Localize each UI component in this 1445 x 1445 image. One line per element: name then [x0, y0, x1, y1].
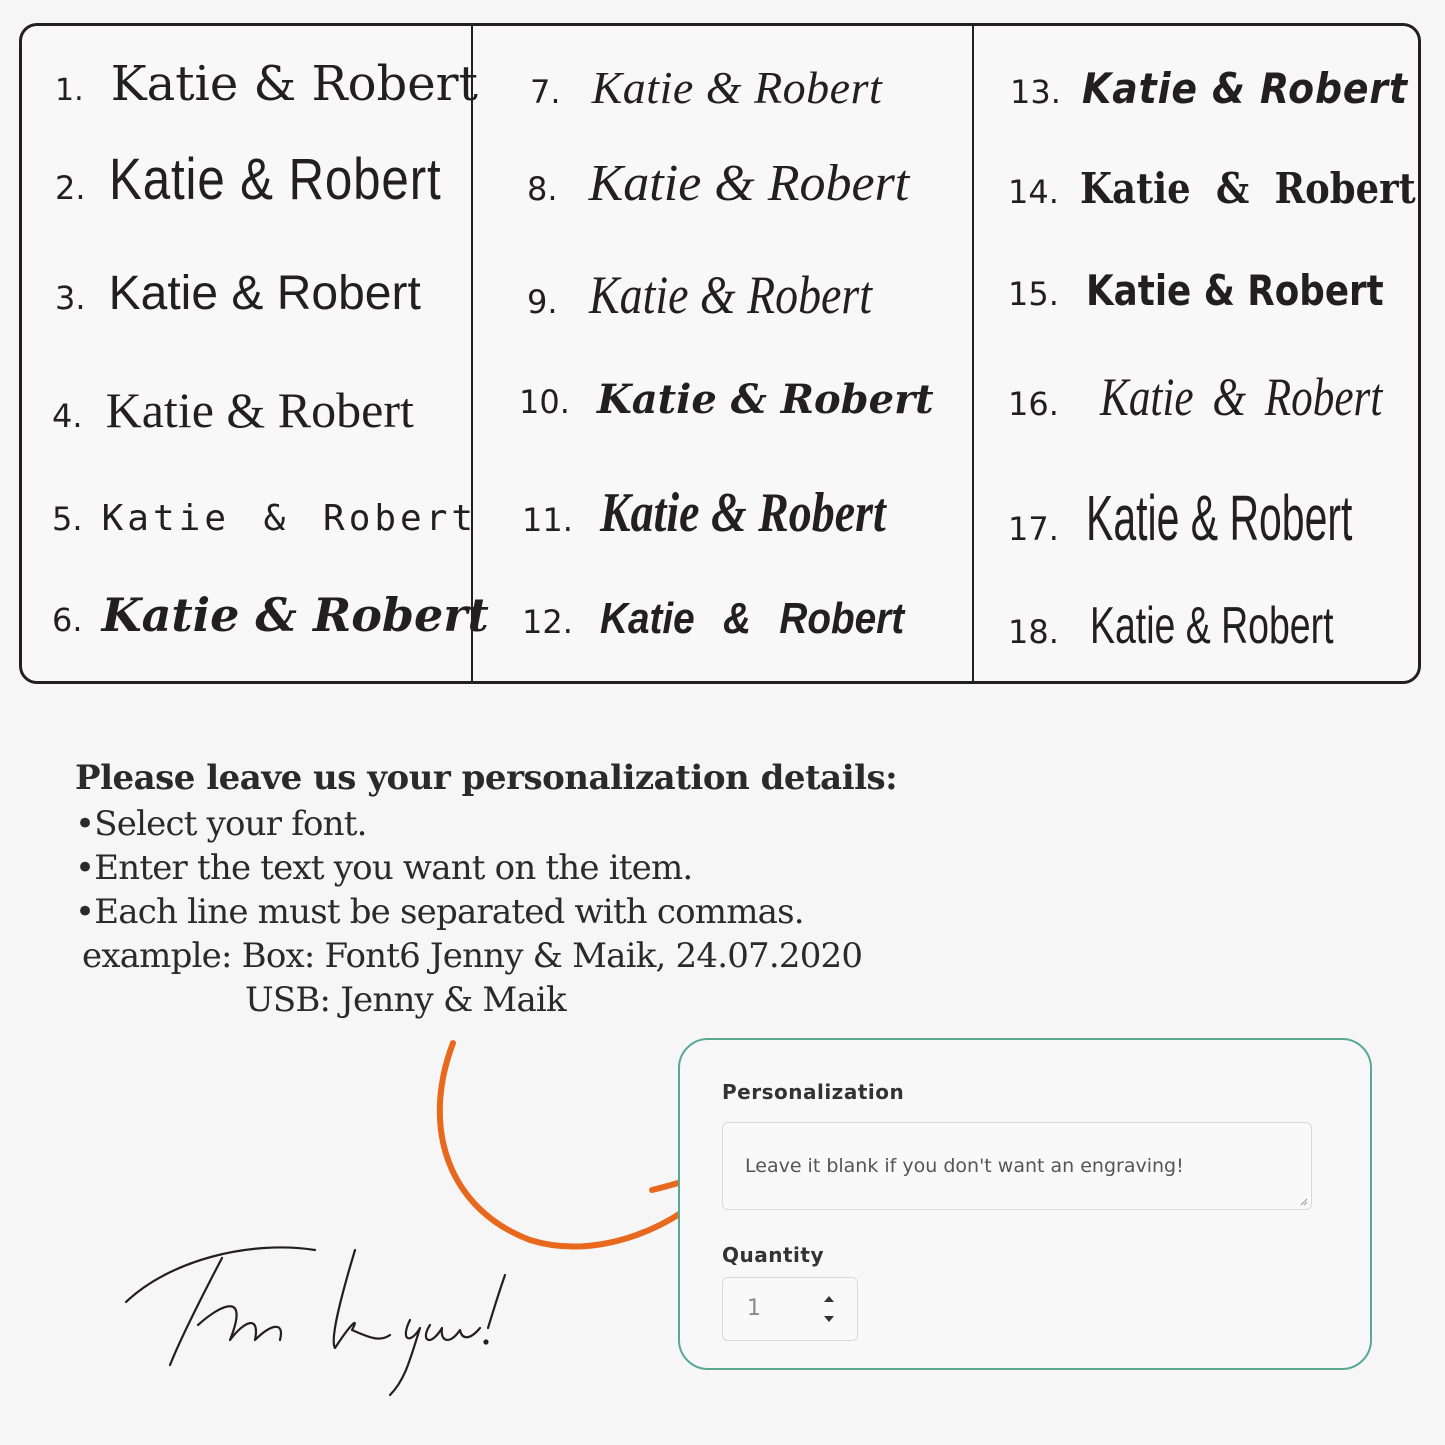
font-sample-text: Katie & Robert [1089, 597, 1334, 655]
instruction-example: example: Box: Font6 Jenny & Maik, 24.07.2020 [82, 936, 863, 976]
font-number: 3. [55, 279, 86, 317]
font-sample-text: Katie & Robert [108, 267, 421, 320]
font-number: 16. [1008, 385, 1059, 423]
font-number: 15. [1008, 275, 1059, 313]
font-sample-text: Katie & Robert [1085, 266, 1384, 315]
font-sample-text: Katie & Robert [1085, 482, 1353, 554]
font-number: 2. [55, 169, 86, 207]
personalization-input[interactable] [722, 1122, 1312, 1210]
font-sample-text: Katie & Robert [101, 498, 478, 539]
font-sample-text: Katie & Robert [108, 147, 442, 212]
instruction-line: •Select your font. [75, 804, 367, 844]
font-sample-text: Katie & Robert [101, 588, 489, 642]
font-number: 10. [519, 383, 570, 421]
font-number: 17. [1008, 510, 1059, 548]
personalization-placeholder: Leave it blank if you don't want an engraving! [745, 1155, 1184, 1177]
thank-you-signature [110, 1230, 530, 1410]
font-sample-text: Katie & Robert [1079, 164, 1416, 213]
font-number: 5. [52, 500, 83, 538]
resize-grip-icon[interactable] [1298, 1196, 1308, 1206]
font-sample-text: Katie & Robert [588, 155, 910, 212]
font-sample-text: Katie & Robert [591, 62, 883, 113]
font-number: 7. [530, 73, 561, 111]
font-sample-text: Katie & Robert [599, 594, 905, 643]
font-sample-text: Katie & Robert [596, 376, 934, 423]
font-number: 9. [527, 283, 558, 321]
font-number: 4. [52, 397, 83, 435]
font-number: 14. [1008, 173, 1059, 211]
font-sample-text: Katie & Robert [588, 265, 872, 325]
instruction-line: •Each line must be separated with commas. [75, 892, 804, 932]
quantity-label: Quantity [722, 1243, 824, 1267]
font-sample-text: Katie & Robert [110, 56, 478, 112]
font-sample-text: Katie & Robert [105, 382, 414, 438]
font-number: 11. [522, 501, 573, 539]
font-number: 1. [55, 73, 84, 108]
quantity-stepper[interactable] [722, 1277, 858, 1341]
font-number: 6. [52, 601, 83, 639]
font-number: 13. [1010, 73, 1061, 111]
personalization-label: Personalization [722, 1080, 905, 1104]
instruction-example: USB: Jenny & Maik [245, 980, 566, 1020]
font-sample-text: Katie & Robert [599, 482, 886, 544]
instructions-title: Please leave us your personalization details: [75, 758, 898, 798]
personalization-form [678, 1038, 1372, 1370]
stepper-arrows-icon[interactable] [821, 1288, 837, 1330]
font-number: 12. [522, 603, 573, 641]
instruction-line: •Enter the text you want on the item. [75, 848, 693, 888]
font-sample-text: Katie & Robert [1099, 367, 1383, 427]
font-number: 18. [1008, 613, 1059, 651]
font-sample-text: Katie & Robert [1081, 64, 1408, 113]
quantity-value: 1 [747, 1296, 761, 1321]
font-number: 8. [527, 170, 558, 208]
